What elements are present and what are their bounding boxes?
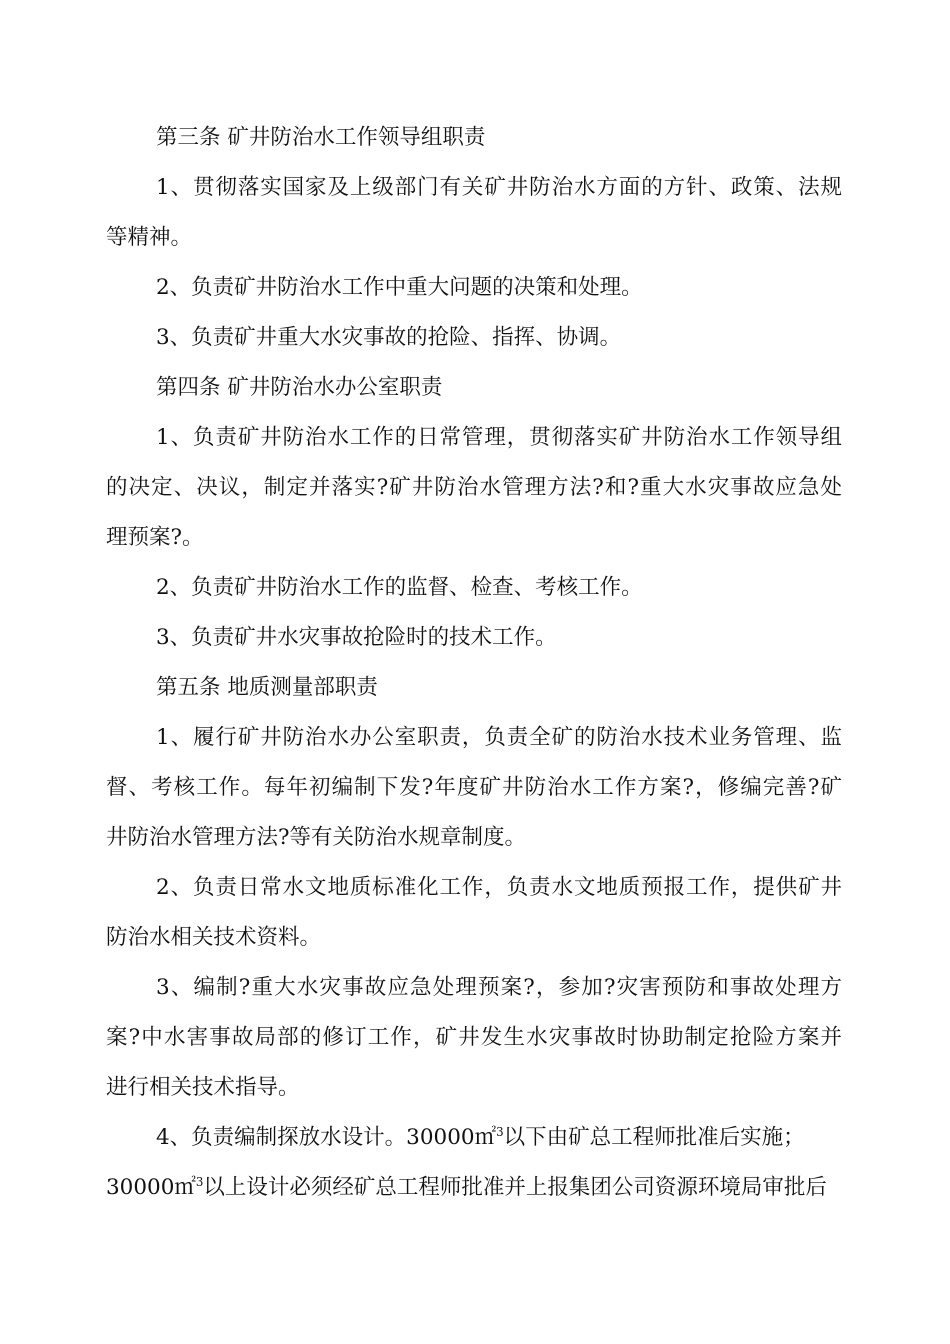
article-3-item-1-line-1: 1、贯彻落实国家及上级部门有关矿井防治水方面的方针、政策、法规 (156, 175, 842, 200)
article-4-item-1-line-2: 的决定、决议，制定并落实?矿井防治水管理方法?和?重大水灾事故应急处 (106, 475, 842, 500)
article-5-item-1-line-1: 1、履行矿井防治水办公室职责，负责全矿的防治水技术业务管理、监 (156, 725, 842, 750)
superscript: 3 (195, 1174, 204, 1189)
article-5-item-3-line-3: 进行相关技术指导。 (106, 1075, 300, 1100)
article-4-item-3: 3、负责矿井水灾事故抢险时的技术工作。 (156, 625, 557, 650)
article-4-item-2: 2、负责矿井防治水工作的监督、检查、考核工作。 (156, 575, 643, 600)
article-5-item-2-line-1: 2、负责日常水文地质标准化工作，负责水文地质预报工作，提供矿井 (156, 875, 842, 900)
article-5-item-1-line-3: 井防治水管理方法?等有关防治水规章制度。 (106, 825, 527, 850)
article-5-item-3-line-1: 3、编制?重大水灾事故应急处理预案?，参加?灾害预防和事故处理方 (156, 975, 842, 1000)
article-3-item-1-line-2: 等精神。 (106, 225, 193, 250)
superscript: 3 (496, 1124, 504, 1139)
article-4-heading: 第四条 矿井防治水办公室职责 (156, 375, 443, 400)
article-3-item-2: 2、负责矿井防治水工作中重大问题的决策和处理。 (156, 275, 643, 300)
article-5-item-2-line-2: 防治水相关技术资料。 (106, 925, 322, 950)
line-text: 30000㎡ (106, 1175, 196, 1200)
article-4-item-1-line-3: 理预案?。 (106, 525, 204, 550)
line-text: 以上设计必须经矿总工程师批准并上报集团公司资源环境局审批后 (203, 1175, 827, 1200)
article-3-item-3: 3、负责矿井重大水灾事故的抢险、指挥、协调。 (156, 325, 622, 350)
article-5-heading: 第五条 地质测量部职责 (156, 675, 378, 700)
article-5-item-3-line-2: 案?中水害事故局部的修订工作，矿井发生水灾事故时协助制定抢险方案并 (106, 1025, 842, 1050)
line-text: 以下由矿总工程师批准后实施； (503, 1125, 805, 1150)
article-5-item-1-line-2: 督、考核工作。每年初编制下发?年度矿井防治水工作方案?，修编完善?矿 (106, 775, 842, 800)
line-text: 4、负责编制探放水设计。30000㎡ (156, 1125, 497, 1150)
article-5-item-4-line-2 (106, 1174, 827, 1200)
article-4-item-1-line-1: 1、负责矿井防治水工作的日常管理，贯彻落实矿井防治水工作领导组 (156, 425, 842, 450)
article-3-heading: 第三条 矿井防治水工作领导组职责 (156, 125, 486, 150)
article-5-item-4-line-1 (156, 1124, 805, 1150)
